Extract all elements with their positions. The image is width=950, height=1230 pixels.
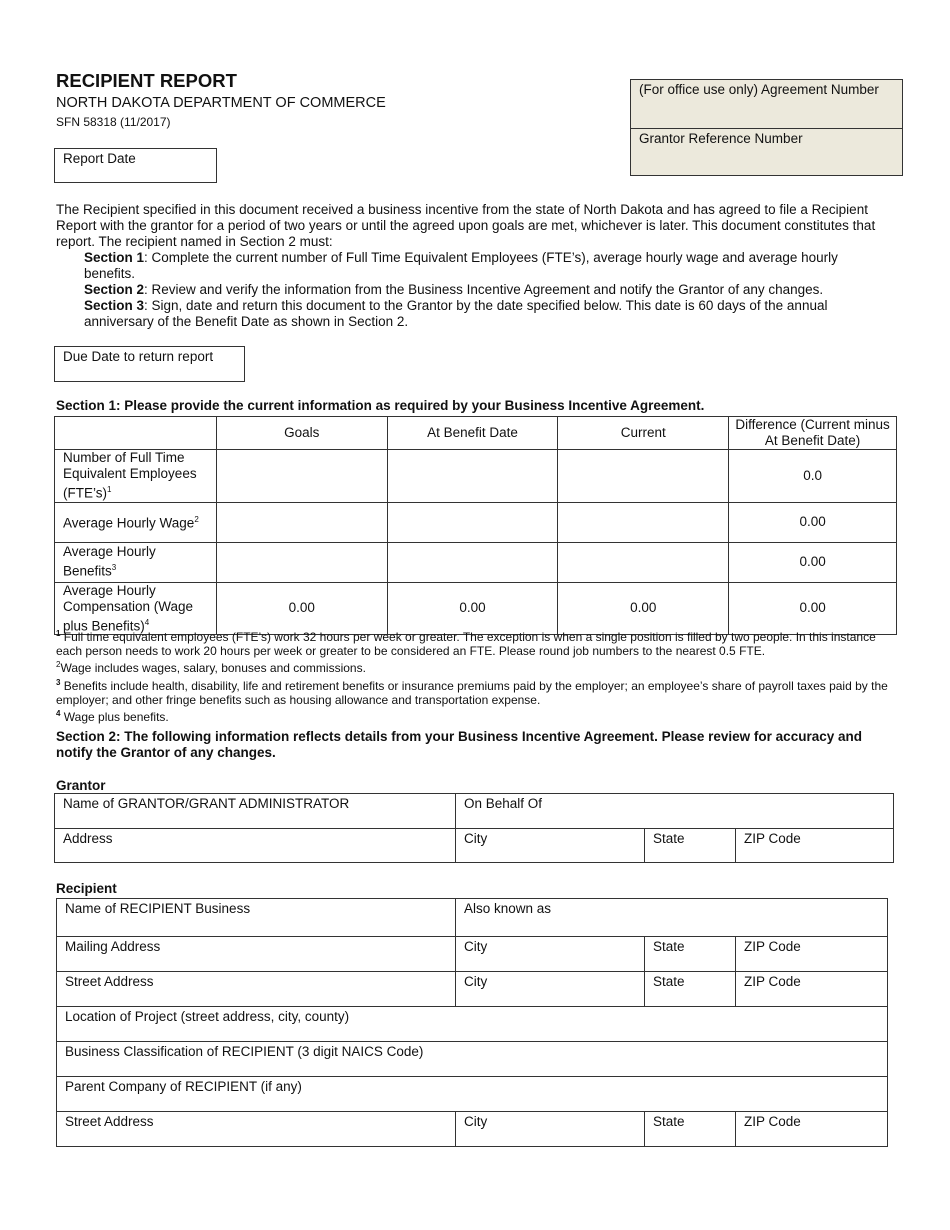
footnote-2: $^2$Wage includes wages, salary, bonuses and commissions. — [56, 660, 366, 676]
due-date-field[interactable] — [54, 346, 245, 382]
office-use-box — [630, 79, 903, 176]
form-number: SFN 58318 (11/2017) — [56, 115, 171, 129]
comp-benefit-cell: 0.00 — [387, 582, 558, 635]
footnotes — [56, 627, 891, 724]
grantor-reference-field[interactable] — [631, 128, 902, 176]
grantor-zip-field[interactable]: ZIP Code — [735, 829, 893, 862]
intro-text — [56, 202, 886, 330]
benefits-current-cell[interactable] — [558, 542, 729, 582]
recipient-heading: Recipient — [56, 881, 117, 896]
row-label-benefits: Average Hourly Benefits$^3$ — [55, 542, 217, 582]
recipient-aka-field[interactable]: Also known as — [455, 899, 887, 936]
benefits-difference-cell: 0.00 — [729, 542, 897, 582]
recipient-row-name — [57, 899, 887, 936]
grantor-heading: Grantor — [56, 778, 106, 793]
recipient-row-parent — [57, 1076, 887, 1111]
due-date-label: Due Date to return report — [63, 349, 214, 364]
grantor-reference-label: Grantor Reference Number — [639, 131, 803, 146]
header-empty — [55, 417, 217, 450]
fte-difference-cell: 0.0 — [729, 450, 897, 503]
report-date-field[interactable] — [54, 148, 217, 183]
recipient-row-parent-street — [57, 1111, 887, 1146]
footnote-1: $^1$ Full time equivalent employees (FTE’s) work 32 hours per week or greater. The exception is when a single position is filled by two people. In this instance each person needs to work 20 hours per week or greater to be considered an FTE. Please round job numbers to the nearest 0.5 FTE. — [56, 629, 876, 659]
street-zip-field[interactable]: ZIP Code — [735, 972, 887, 1006]
agreement-number-label: (For office use only) Agreement Number — [639, 82, 879, 97]
grantor-city-field[interactable]: City — [455, 829, 644, 862]
header-goals: Goals — [216, 417, 387, 450]
parent-street-field[interactable]: Street Address — [65, 1114, 154, 1129]
section2-title: Section 2: The following information reflects details from your Business Incentive Agreement. Please review for accuracy and notify the Grantor of any changes. — [56, 729, 862, 760]
benefits-goals-cell[interactable] — [216, 542, 387, 582]
fte-current-cell[interactable] — [558, 450, 729, 503]
section1-table — [54, 416, 897, 635]
naics-code-field[interactable]: Business Classification of RECIPIENT (3 digit NAICS Code) — [65, 1044, 424, 1059]
mailing-city-field[interactable]: City — [455, 937, 644, 971]
wage-goals-cell[interactable] — [216, 502, 387, 542]
grantor-address-field[interactable]: Address — [63, 831, 113, 846]
comp-current-cell: 0.00 — [558, 582, 729, 635]
parent-city-field[interactable]: City — [455, 1112, 644, 1146]
table-row — [55, 502, 897, 542]
recipient-name-field[interactable]: Name of RECIPIENT Business — [65, 901, 251, 916]
parent-zip-field[interactable]: ZIP Code — [735, 1112, 887, 1146]
department-name: NORTH DAKOTA DEPARTMENT OF COMMERCE — [56, 95, 386, 111]
header-difference: Difference (Current minus At Benefit Date) — [729, 417, 897, 450]
mailing-address-field[interactable]: Mailing Address — [65, 939, 161, 954]
table-row — [55, 542, 897, 582]
wage-benefit-cell[interactable] — [387, 502, 558, 542]
grantor-row-2 — [55, 828, 893, 862]
parent-company-field[interactable]: Parent Company of RECIPIENT (if any) — [65, 1079, 302, 1094]
header-current: Current — [558, 417, 729, 450]
recipient-grid — [56, 898, 888, 1147]
intro-section-2: Section 2: Review and verify the information from the Business Incentive Agreement and notify the Grantor of any changes. — [84, 282, 824, 297]
page-title: RECIPIENT REPORT — [56, 70, 237, 91]
wage-current-cell[interactable] — [558, 502, 729, 542]
grantor-behalf-field[interactable]: On Behalf Of — [455, 794, 893, 828]
section1-title: Section 1: Please provide the current information as required by your Business Incentive Agreement. — [56, 398, 705, 413]
intro-section-3: Section 3: Sign, date and return this document to the Grantor by the date specified below. This date is 60 days of the annual anniversary of the Benefit Date as shown in Section 2. — [84, 298, 828, 329]
agreement-number-field[interactable] — [631, 80, 902, 128]
benefits-benefit-cell[interactable] — [387, 542, 558, 582]
intro-paragraph: The Recipient specified in this document received a business incentive from the state of North Dakota and has agreed to file a Recipient Report with the grantor for a period of two years or until the agreed upon goals are met, whichever is later. This document constitutes that report. The recipient named in Section 2 must: — [56, 202, 876, 249]
header-benefit-date: At Benefit Date — [387, 417, 558, 450]
recipient-row-naics — [57, 1041, 887, 1076]
fte-benefit-cell[interactable] — [387, 450, 558, 503]
footnote-3: $^3$ Benefits include health, disability, life and retirement benefits or insurance premiums paid by the employer; an employee’s share of payroll taxes paid by the employer; and other fringe benefits such as housing allowance and transportation expense. — [56, 677, 888, 707]
project-location-field[interactable]: Location of Project (street address, city, county) — [65, 1009, 350, 1024]
row-label-wage: Average Hourly Wage$^2$ — [55, 502, 217, 542]
mailing-zip-field[interactable]: ZIP Code — [735, 937, 887, 971]
report-date-label: Report Date — [63, 151, 136, 166]
comp-goals-cell: 0.00 — [216, 582, 387, 635]
parent-state-field[interactable]: State — [644, 1112, 735, 1146]
table-row — [55, 450, 897, 503]
row-label-compensation: Average Hourly Compensation (Wage plus Benefits)$^4$ — [55, 582, 217, 635]
intro-section-1: Section 1: Complete the current number of Full Time Equivalent Employees (FTE’s), average hourly wage and average hourly benefits. — [84, 250, 838, 281]
recipient-row-street — [57, 971, 887, 1006]
grantor-state-field[interactable]: State — [644, 829, 735, 862]
wage-difference-cell: 0.00 — [729, 502, 897, 542]
grantor-grid — [54, 793, 894, 863]
grantor-row-1 — [55, 794, 893, 828]
recipient-row-mailing — [57, 936, 887, 971]
table-header-row — [55, 417, 897, 450]
fte-goals-cell[interactable] — [216, 450, 387, 503]
grantor-name-field[interactable]: Name of GRANTOR/GRANT ADMINISTRATOR — [63, 796, 350, 811]
street-address-field[interactable]: Street Address — [65, 974, 154, 989]
row-label-fte: Number of Full Time Equivalent Employees (FTE’s)$^1$ — [55, 450, 217, 503]
street-state-field[interactable]: State — [644, 972, 735, 1006]
mailing-state-field[interactable]: State — [644, 937, 735, 971]
comp-difference-cell: 0.00 — [729, 582, 897, 635]
street-city-field[interactable]: City — [455, 972, 644, 1006]
footnote-4: $^4$ Wage plus benefits. — [56, 709, 169, 725]
recipient-row-location — [57, 1006, 887, 1041]
